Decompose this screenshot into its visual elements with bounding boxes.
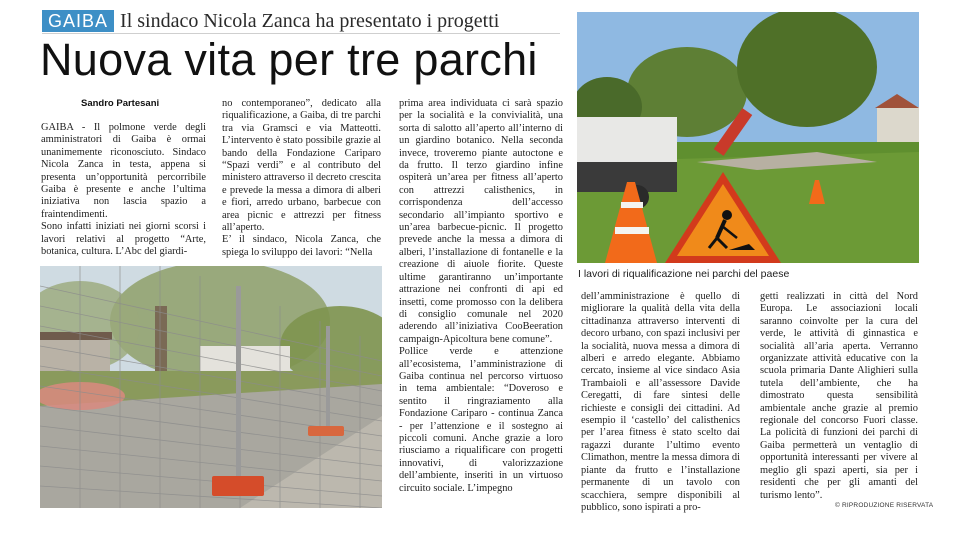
paragraph: Pollice verde e attenzione all’ecosistema, l’amministrazione di Gaiba continua nel percorso virtuoso in tema ambientale: “Doveroso e sentito il ringraziamento alla Fondazione Cariparo - continua Zanca - per l’attenzione e il sostegno ai piccoli comuni. Anche grazie a loro riusciamo a riqualificare con progetti innovativi, di valorizzazione dell’ambiente, inseriti in un virtuoso circuito sociale. L’impegno [399, 346, 563, 494]
author-byline: Sandro Partesani [81, 98, 160, 109]
paragraph: getti realizzati in città del Nord Europa. Le associazioni locali saranno coinvolte per la cura del verde, le attività di ginnastica e socialità all’aria aperta. Verranno organizzate attività educative con la scuola primaria Dante Alighieri sulla tutela dell’ambiente, che ha dimostrato questa sensibilità ambientale anche grazie al premio regionale del concorso Fuori classe. La policità di funzioni dei parchi di Gaiba permetterà un ventaglio di opportunità interessanti per vivere al meglio gli spazi aperti, sia per i residenti che per gli amanti del turismo lento”. [760, 291, 918, 501]
paragraph: no contemporaneo”, dedicato alla riqualificazione, a Gaiba, di tre parchi tra via Gramsci e via Matteotti. L’intervento è stato possibile grazie al bando della Fondazione Cariparo “Spazi verdi” e al contributo del ministero attraverso il decreto crescita e prevede la messa a dimora di alberi e fiori, arredo urbano, barbecue con area picnic e attrezzi per fitness all’aperto. [222, 98, 381, 234]
article-column-2 [222, 98, 381, 259]
copyright-notice: © RIPRODUZIONE RISERVATA [835, 502, 934, 509]
paragraph: GAIBA - Il polmone verde degli amministratori di Gaiba è ormai unanimemente riconosciuto. Sindaco Nicola Zanca in testa, appena si presenta un’opportunità percorribile Gaiba è presente e anche l’ultima iniziativa non lascia spazio a fraintendimenti. [41, 122, 206, 220]
article-column-5 [760, 291, 918, 502]
paragraph: Sono infatti iniziati nei giorni scorsi i lavori relativi al progetto “Arte, botanica, cultura. L’Abc del giardi- [41, 221, 206, 258]
kicker-text: Il sindaco Nicola Zanca ha presentato i progetti [120, 10, 500, 32]
headline: Nuova vita per tre parchi [40, 34, 538, 85]
park-works-illustration [577, 12, 919, 263]
article-column-1 [41, 122, 206, 258]
park-fence-photo [40, 266, 382, 508]
paragraph: E’ il sindaco, Nicola Zanca, che spiega lo sviluppo dei lavori: “Nella [222, 234, 381, 258]
article-column-3 [399, 98, 563, 495]
paragraph: prima area individuata ci sarà spazio per la socialità e la convivialità, una sorta di salotto all’aperto all’interno di un giardino botanico. Nella seconda invece, troveremo piante autoctone e da frutto. Il terzo giardino infine ospiterà un’area per fitness all’aperto con attrezzi calisthenics, in corrispondenza dell’accesso secondario all’impianto sportivo e un’area barbecue-picnic. Il progetto prevede anche la messa a dimora di alberi, l’installazione di fontanelle e la creazione di aiuole fiorite. Queste ultime garantiranno un’importante attrazione nei confronti di api ed insetti, come promosso con la delibera di consiglio comunale nel 2020 aderendo all’iniziativa CooBeeration campaign-Apicoltura bene comune”. [399, 98, 563, 345]
paragraph: dell’amministrazione è quello di migliorare la qualità della vita della cittadinanza attraverso interventi di decoro urbano, con spazi inclusivi per la socialità, nuova messa a dimora di alberi e arredo elegante. Abbiamo cercato, insieme al vice sindaco Asia Trambaioli e all’assessore Davide Ceregatti, di fare sintesi delle richieste e consigli dei cittadini. Ad esempio il ‘castello’ del calisthenics per l’area fitness è stato scelto dai ragazzi durante l’ultimo evento Climathon, mentre la messa dimora di piante da frutto e l’installazione permanente di un tavolo con scacchiera, sempre disponibili al pubblico, sono ispirati a pro- [581, 291, 740, 513]
park-works-photo [577, 12, 919, 263]
park-fence-illustration [40, 266, 382, 508]
kicker [42, 9, 499, 33]
kicker-location-tag: GAIBA [42, 10, 114, 32]
article-column-4 [581, 291, 740, 514]
photo-caption: I lavori di riqualificazione nei parchi del paese [578, 268, 790, 280]
